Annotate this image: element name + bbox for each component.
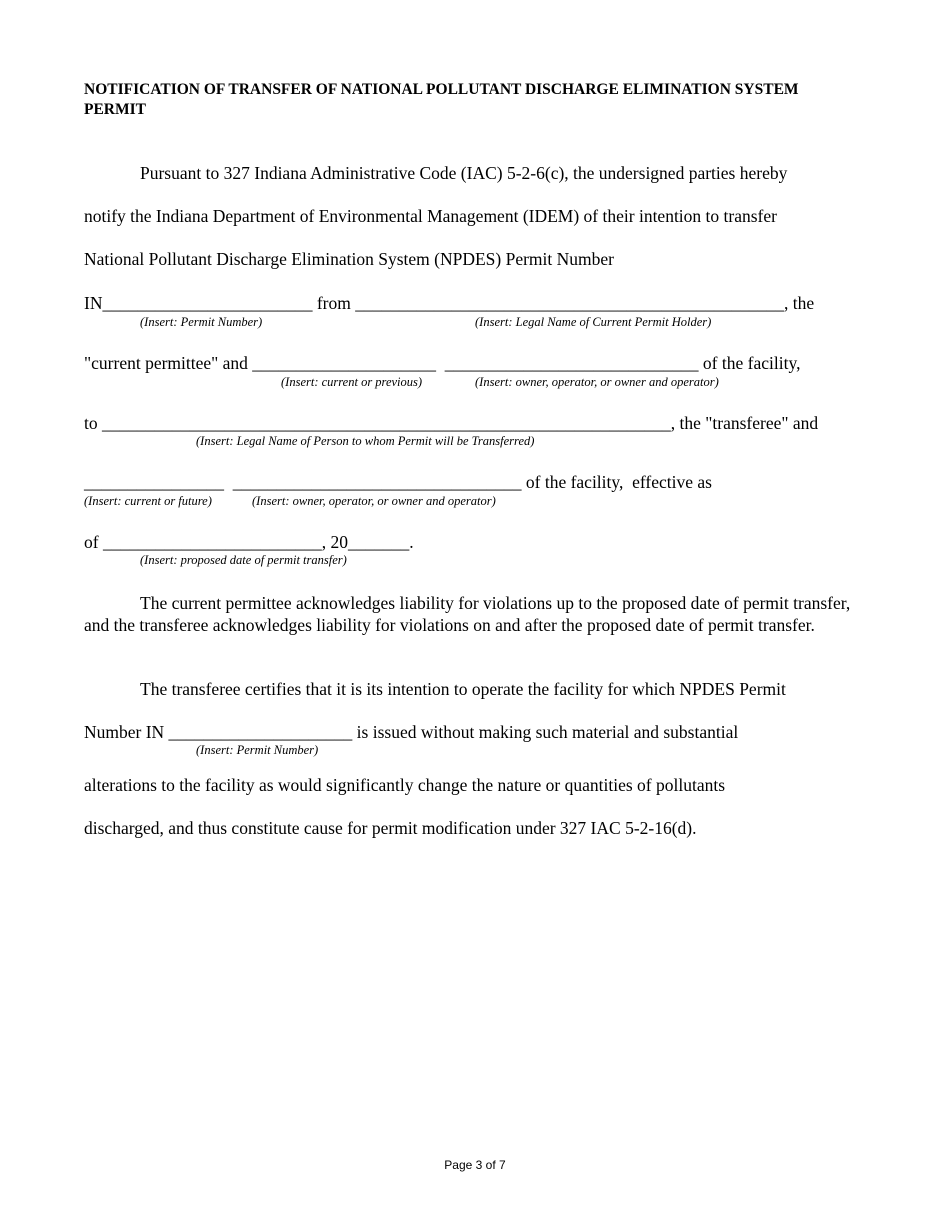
current-holder-hint: (Insert: Legal Name of Current Permit Holder) [475, 315, 712, 329]
document-title: NOTIFICATION OF TRANSFER OF NATIONAL POLLUTANT DISCHARGE ELIMINATION SYSTEM PERMIT [84, 81, 799, 118]
transferee-line: to _________________________________________________________________, the "transferee" and [84, 413, 819, 433]
transferee-role-line: ________________ _________________________________ of the facility, effective as [84, 472, 712, 492]
permit-number-and-holder-line: IN________________________ from _________________________________________________, the [84, 293, 815, 313]
transferee-owner-operator-hint: (Insert: owner, operator, or owner and operator) [252, 494, 496, 508]
owner-operator-hint: (Insert: owner, operator, or owner and operator) [475, 375, 719, 389]
current-or-future-hint: (Insert: current or future) [84, 494, 212, 508]
intro-line-1: Pursuant to 327 Indiana Administrative Code (IAC) 5-2-6(c), the undersigned parties hereby [140, 163, 788, 183]
liability-paragraph: The current permittee acknowledges liability for violations up to the proposed date of permit transfer, and the transferee acknowledges liability for violations on and after the proposed date of permit transfer. [84, 593, 851, 635]
transfer-date-line: of _________________________, 20_______. [84, 532, 414, 552]
transferee-name-hint: (Insert: Legal Name of Person to whom Permit will be Transferred) [196, 434, 535, 448]
certify-permit-number-hint: (Insert: Permit Number) [196, 743, 319, 757]
permit-number-hint: (Insert: Permit Number) [140, 315, 263, 329]
current-or-previous-hint: (Insert: current or previous) [281, 375, 423, 389]
certify-line-1: The transferee certifies that it is its intention to operate the facility for which NPDES Permit [140, 679, 786, 699]
intro-line-3: National Pollutant Discharge Elimination System (NPDES) Permit Number [84, 249, 614, 269]
transfer-date-hint: (Insert: proposed date of permit transfer) [140, 553, 347, 567]
certify-line-4: discharged, and thus constitute cause for permit modification under 327 IAC 5-2-16(d). [84, 818, 697, 838]
certify-line-3: alterations to the facility as would significantly change the nature or quantities of pollutants [84, 775, 726, 795]
intro-line-2: notify the Indiana Department of Environmental Management (IDEM) of their intention to transfer [84, 206, 777, 226]
current-permittee-line: "current permittee" and _____________________ _____________________________ of the facility, [84, 353, 801, 373]
page-number: Page 3 of 7 [444, 1158, 506, 1172]
certify-line-2: Number IN _____________________ is issued without making such material and substantial [84, 722, 739, 742]
